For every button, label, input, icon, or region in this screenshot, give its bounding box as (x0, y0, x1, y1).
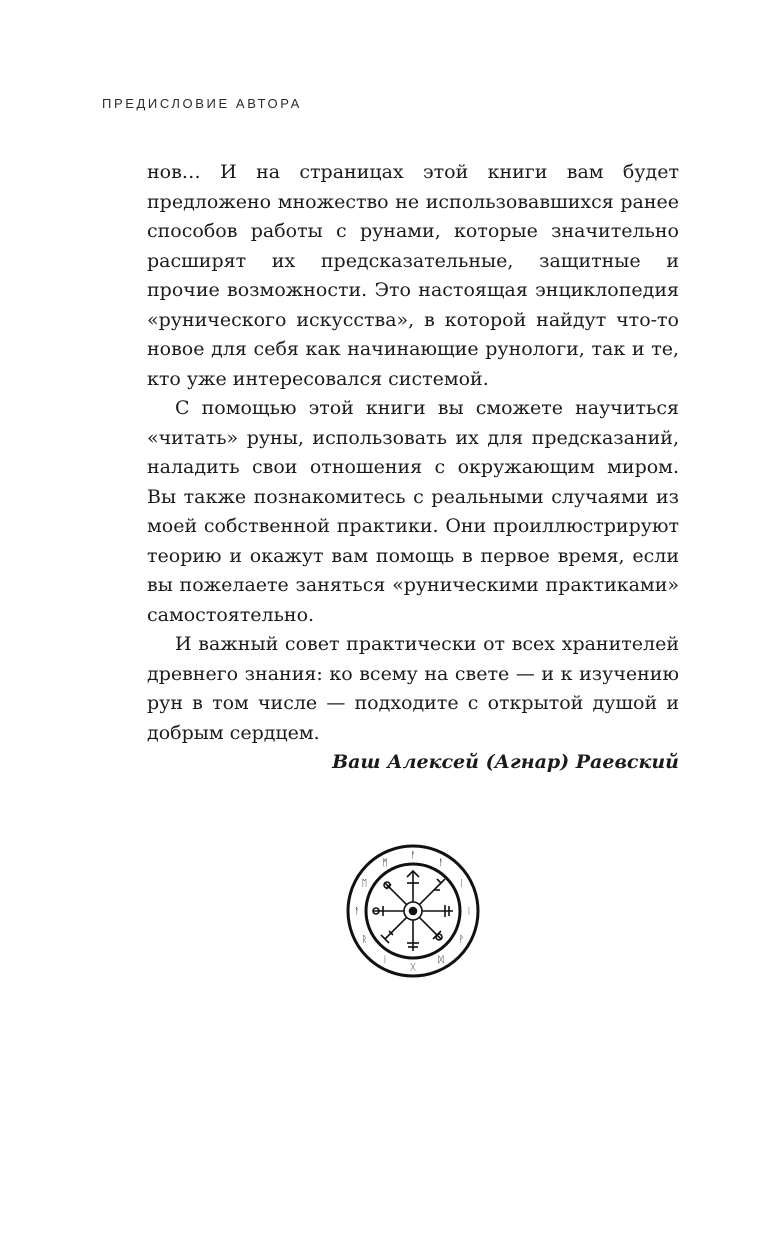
author-signature: Ваш Алексей (Агнар) Раевский (332, 751, 679, 773)
rune-glyph: ᚨ (354, 907, 360, 917)
rune-glyph: ᛁ (466, 907, 472, 917)
rune-glyph: ᚱ (361, 935, 368, 945)
rune-glyph: ᚠ (410, 851, 416, 861)
rune-glyph: ᚷ (410, 963, 416, 973)
rune-glyph: ᛞ (438, 955, 444, 966)
vegvisir-rune-circle-icon (345, 843, 481, 979)
paragraph-3: И важный совет практически от всех хранителей древнего знания: ко всему на свете — и к изучению рун в том числе — подходите с открытой душой и добрым сердцем. (147, 633, 679, 744)
rune-glyph: ᛁ (458, 879, 465, 889)
rune-glyph: ᛁ (382, 955, 388, 966)
rune-glyph: ᚨ (438, 858, 444, 869)
running-head: ПРЕДИСЛОВИЕ АВТОРА (102, 96, 302, 111)
body-text (147, 158, 679, 778)
paragraph-2: С помощью этой книги вы сможете научиться «читать» руны, использовать их для предсказаний, наладить свои отношения с окружающим миром. Вы также познакомитесь с реальными случаями из моей собственной практики. Они проиллюстрируют теорию и окажут вам помощь в первое время, если вы пожелаете заняться «руническими практиками» самостоятельно. (147, 397, 679, 626)
rune-glyph: ᛖ (361, 879, 368, 889)
paragraph-1: нов… И на страницах этой книги вам будет предложено множество не использовавшихся ранее способов работы с рунами, которые значительно расширят их предсказательные, защитные и прочие возможности. Это настоящая энциклопедия «рунического искусства», в которой найдут что-то новое для себя как начинающие рунологи, так и те, кто уже интересовался системой. (147, 161, 679, 390)
rune-glyph: ᛗ (382, 858, 388, 869)
emblem-svg (345, 843, 481, 979)
rune-glyph: ᚹ (458, 935, 465, 945)
